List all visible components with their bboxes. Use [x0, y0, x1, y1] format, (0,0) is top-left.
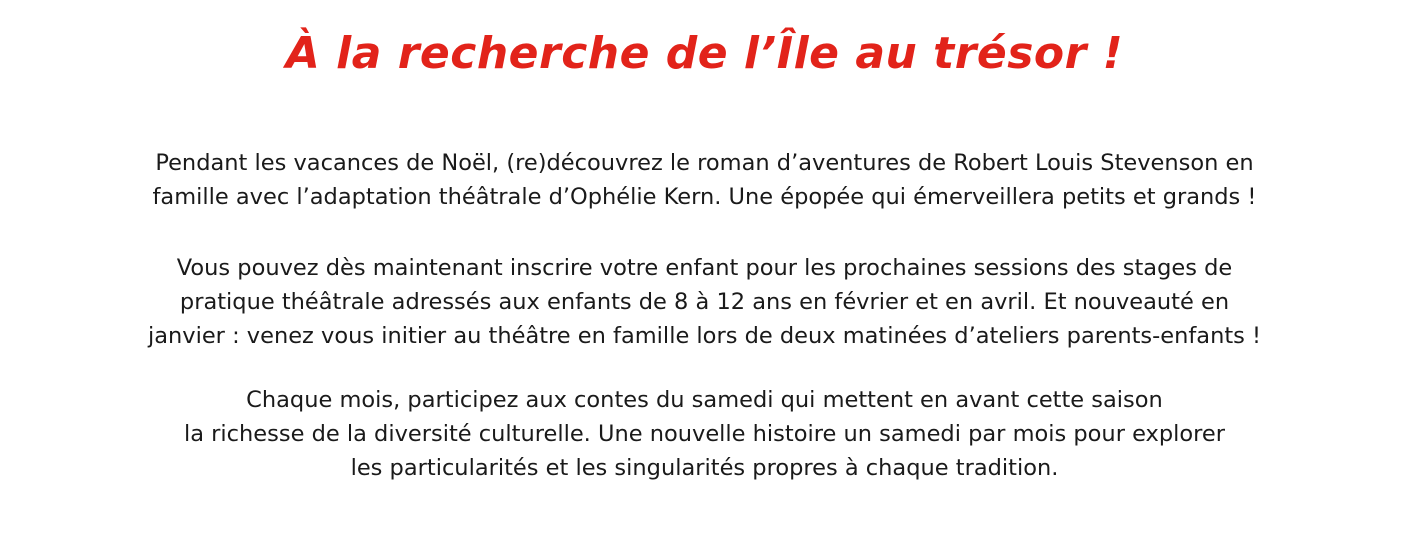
- paragraph-line: Pendant les vacances de Noël, (re)découvrez le roman d’aventures de Robert Louis Stevenson en: [155, 150, 1254, 176]
- paragraph-line: les particularités et les singularités propres à chaque tradition.: [350, 455, 1059, 481]
- paragraph-line: famille avec l’adaptation théâtrale d’Ophélie Kern. Une épopée qui émerveillera petits et grands !: [152, 184, 1257, 210]
- page-title: À la recherche de l’Île au trésor !: [285, 28, 1124, 79]
- paragraph-workshops: [30, 251, 1379, 353]
- paragraph-line: Chaque mois, participez aux contes du samedi qui mettent en avant cette saison: [246, 387, 1163, 413]
- paragraph-line: janvier : venez vous initier au théâtre en famille lors de deux matinées d’ateliers parents-enfants !: [147, 323, 1262, 349]
- paragraph-line: la richesse de la diversité culturelle. Une nouvelle histoire un samedi par mois pour explorer: [183, 421, 1226, 447]
- paragraph-holidays: [30, 146, 1379, 214]
- paragraph-line: Vous pouvez dès maintenant inscrire votre enfant pour les prochaines sessions des stages de: [176, 255, 1233, 281]
- paragraph-tales: [30, 383, 1379, 485]
- paragraph-line: pratique théâtrale adressés aux enfants de 8 à 12 ans en février et en avril. Et nouveauté en: [179, 289, 1230, 315]
